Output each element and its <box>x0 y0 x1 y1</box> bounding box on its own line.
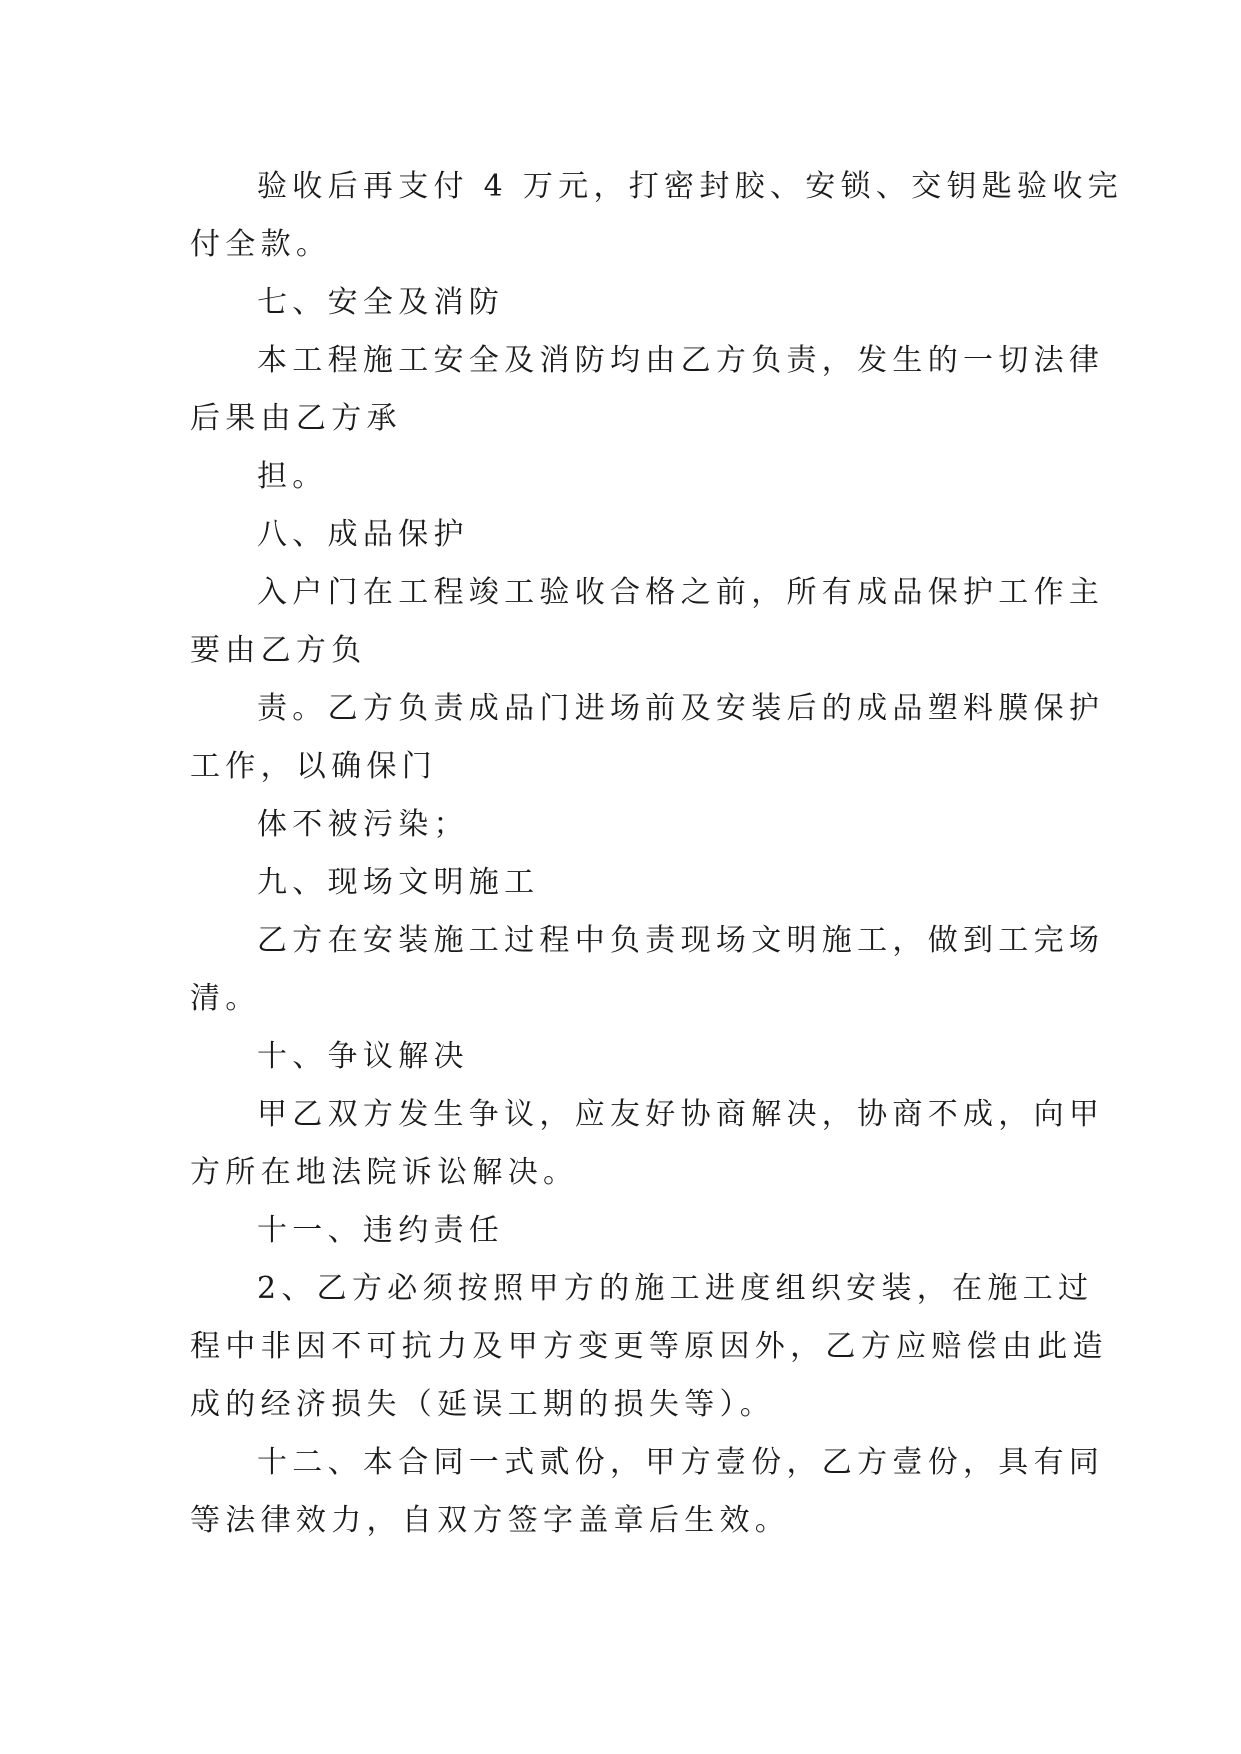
section-heading: 八、成品保护 <box>257 517 469 552</box>
paragraph-line: 要由乙方负 <box>190 633 367 668</box>
paragraph-line: 本工程施工安全及消防均由乙方负责，发生的一切法律 <box>257 343 1105 378</box>
paragraph-line: 甲乙双方发生争议，应友好协商解决，协商不成，向甲 <box>257 1097 1105 1132</box>
paragraph-line: 入户门在工程竣工验收合格之前，所有成品保护工作主 <box>257 575 1105 610</box>
paragraph-line: 等法律效力，自双方签字盖章后生效。 <box>190 1503 791 1538</box>
paragraph-line: 付全款。 <box>190 227 332 262</box>
section-heading: 十、争议解决 <box>257 1039 469 1074</box>
section-heading: 九、现场文明施工 <box>257 865 540 900</box>
contract-text-block <box>190 158 1123 1550</box>
paragraph-line: 乙方在安装施工过程中负责现场文明施工，做到工完场 <box>257 923 1105 958</box>
paragraph-line: 后果由乙方承 <box>190 401 402 436</box>
paragraph-line: 清。 <box>190 981 261 1016</box>
paragraph-line: 2、乙方必须按照甲方的施工进度组织安装，在施工过 <box>257 1271 1094 1306</box>
paragraph-line: 验收后再支付 4 万元，打密封胶、安锁、交钥匙验收完 <box>257 169 1123 204</box>
paragraph-line: 方所在地法院诉讼解决。 <box>190 1155 579 1190</box>
section-heading: 十一、违约责任 <box>257 1213 505 1248</box>
paragraph-line: 责。乙方负责成品门进场前及安装后的成品塑料膜保护 <box>257 691 1105 726</box>
paragraph-line: 十二、本合同一式贰份，甲方壹份，乙方壹份，具有同 <box>257 1445 1105 1480</box>
paragraph-line: 担。 <box>257 459 328 494</box>
section-heading: 七、安全及消防 <box>257 285 505 320</box>
paragraph-line: 体不被污染； <box>257 807 469 842</box>
paragraph-line: 程中非因不可抗力及甲方变更等原因外，乙方应赔偿由此造 <box>190 1329 1108 1364</box>
paragraph-line: 工作，以确保门 <box>190 749 438 784</box>
paragraph-line: 成的经济损失（延误工期的损失等）。 <box>190 1387 776 1422</box>
